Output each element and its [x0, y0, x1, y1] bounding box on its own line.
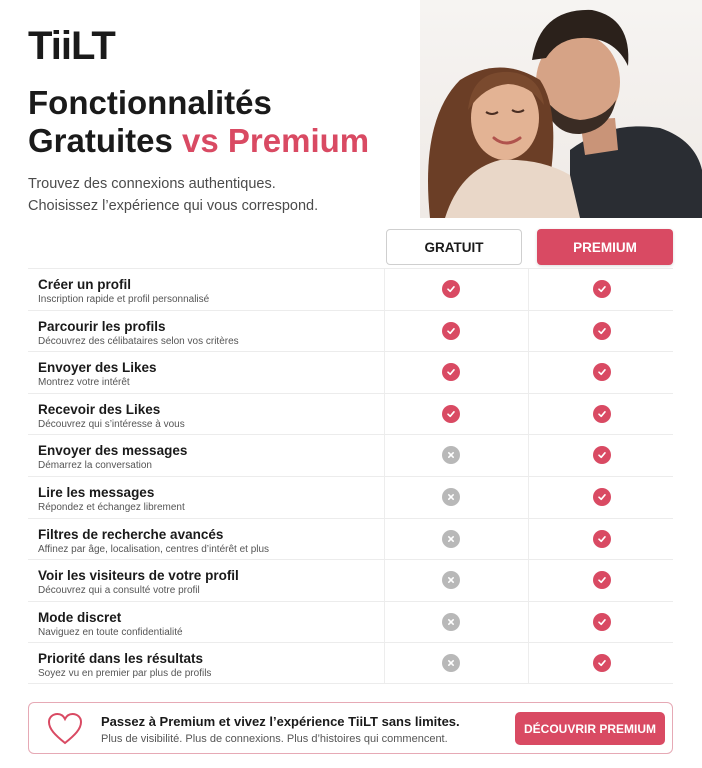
feature-description: Découvrez qui s’intéresse à vous — [38, 418, 185, 430]
column-header-premium[interactable]: PREMIUM — [537, 229, 673, 265]
cross-icon — [442, 446, 460, 464]
feature-row — [28, 518, 673, 560]
check-icon — [593, 446, 611, 464]
feature-row — [28, 268, 673, 310]
feature-title: Priorité dans les résultats — [38, 651, 204, 667]
check-icon — [593, 280, 611, 298]
feature-description: Soyez vu en premier par plus de profils — [38, 668, 212, 680]
title-vs-premium: vs Premium — [182, 122, 370, 159]
feature-title: Voir les visiteurs de votre profil — [38, 568, 239, 584]
cta-title: Passez à Premium et vivez l’expérience TiiLT sans limites. — [101, 714, 460, 729]
cross-icon — [442, 571, 460, 589]
feature-description: Découvrez des célibataires selon vos critères — [38, 335, 239, 347]
check-icon — [442, 405, 460, 423]
feature-title: Filtres de recherche avancés — [38, 526, 224, 542]
premium-cta-banner — [28, 702, 673, 754]
check-icon — [593, 530, 611, 548]
title-gratuites: Gratuites — [28, 122, 173, 159]
check-icon — [593, 613, 611, 631]
feature-description: Répondez et échangez librement — [38, 501, 185, 513]
feature-description: Naviguez en toute confidentialité — [38, 626, 183, 638]
feature-row — [28, 559, 673, 601]
check-icon — [593, 654, 611, 672]
discover-premium-button[interactable]: DÉCOUVRIR PREMIUM — [515, 712, 665, 745]
feature-description: Montrez votre intérêt — [38, 377, 130, 389]
heart-outline-icon — [47, 712, 83, 746]
feature-description: Découvrez qui a consulté votre profil — [38, 585, 200, 597]
title-line-1: Fonctionnalités — [28, 84, 272, 121]
feature-row — [28, 393, 673, 435]
feature-description: Démarrez la conversation — [38, 460, 152, 472]
feature-title: Envoyer des Likes — [38, 360, 157, 376]
check-icon — [593, 363, 611, 381]
feature-description: Inscription rapide et profil personnalisé — [38, 294, 210, 305]
feature-row — [28, 601, 673, 643]
feature-title: Parcourir les profils — [38, 318, 166, 334]
feature-row — [28, 476, 673, 518]
feature-row — [28, 310, 673, 352]
check-icon — [442, 363, 460, 381]
check-icon — [593, 571, 611, 589]
check-icon — [593, 322, 611, 340]
check-icon — [442, 280, 460, 298]
cross-icon — [442, 654, 460, 672]
feature-comparison-table — [28, 268, 673, 684]
feature-row — [28, 434, 673, 476]
cross-icon — [442, 530, 460, 548]
cross-icon — [442, 613, 460, 631]
feature-description: Affinez par âge, localisation, centres d’intérêt et plus — [38, 543, 270, 555]
feature-title: Créer un profil — [38, 277, 132, 292]
check-icon — [593, 405, 611, 423]
subtitle-line-1: Trouvez des connexions authentiques. — [28, 176, 276, 192]
feature-title: Lire les messages — [38, 484, 155, 500]
column-header-gratuit[interactable]: GRATUIT — [386, 229, 522, 265]
feature-title: Recevoir des Likes — [38, 401, 161, 417]
feature-title: Envoyer des messages — [38, 443, 188, 459]
brand-logo: TiiLT — [28, 24, 115, 68]
check-icon — [593, 488, 611, 506]
cta-subtitle: Plus de visibilité. Plus de connexions. Plus d’histoires qui commencent. — [101, 733, 448, 745]
title-line-2 — [28, 122, 369, 160]
subtitle-line-2: Choisissez l’expérience qui vous correspond. — [28, 198, 319, 214]
cross-icon — [442, 488, 460, 506]
feature-row — [28, 351, 673, 393]
hero-couple-photo — [420, 0, 702, 218]
feature-title: Mode discret — [38, 609, 122, 625]
check-icon — [442, 322, 460, 340]
page-title — [28, 84, 369, 160]
page-subtitle — [28, 173, 388, 217]
feature-row — [28, 642, 673, 684]
